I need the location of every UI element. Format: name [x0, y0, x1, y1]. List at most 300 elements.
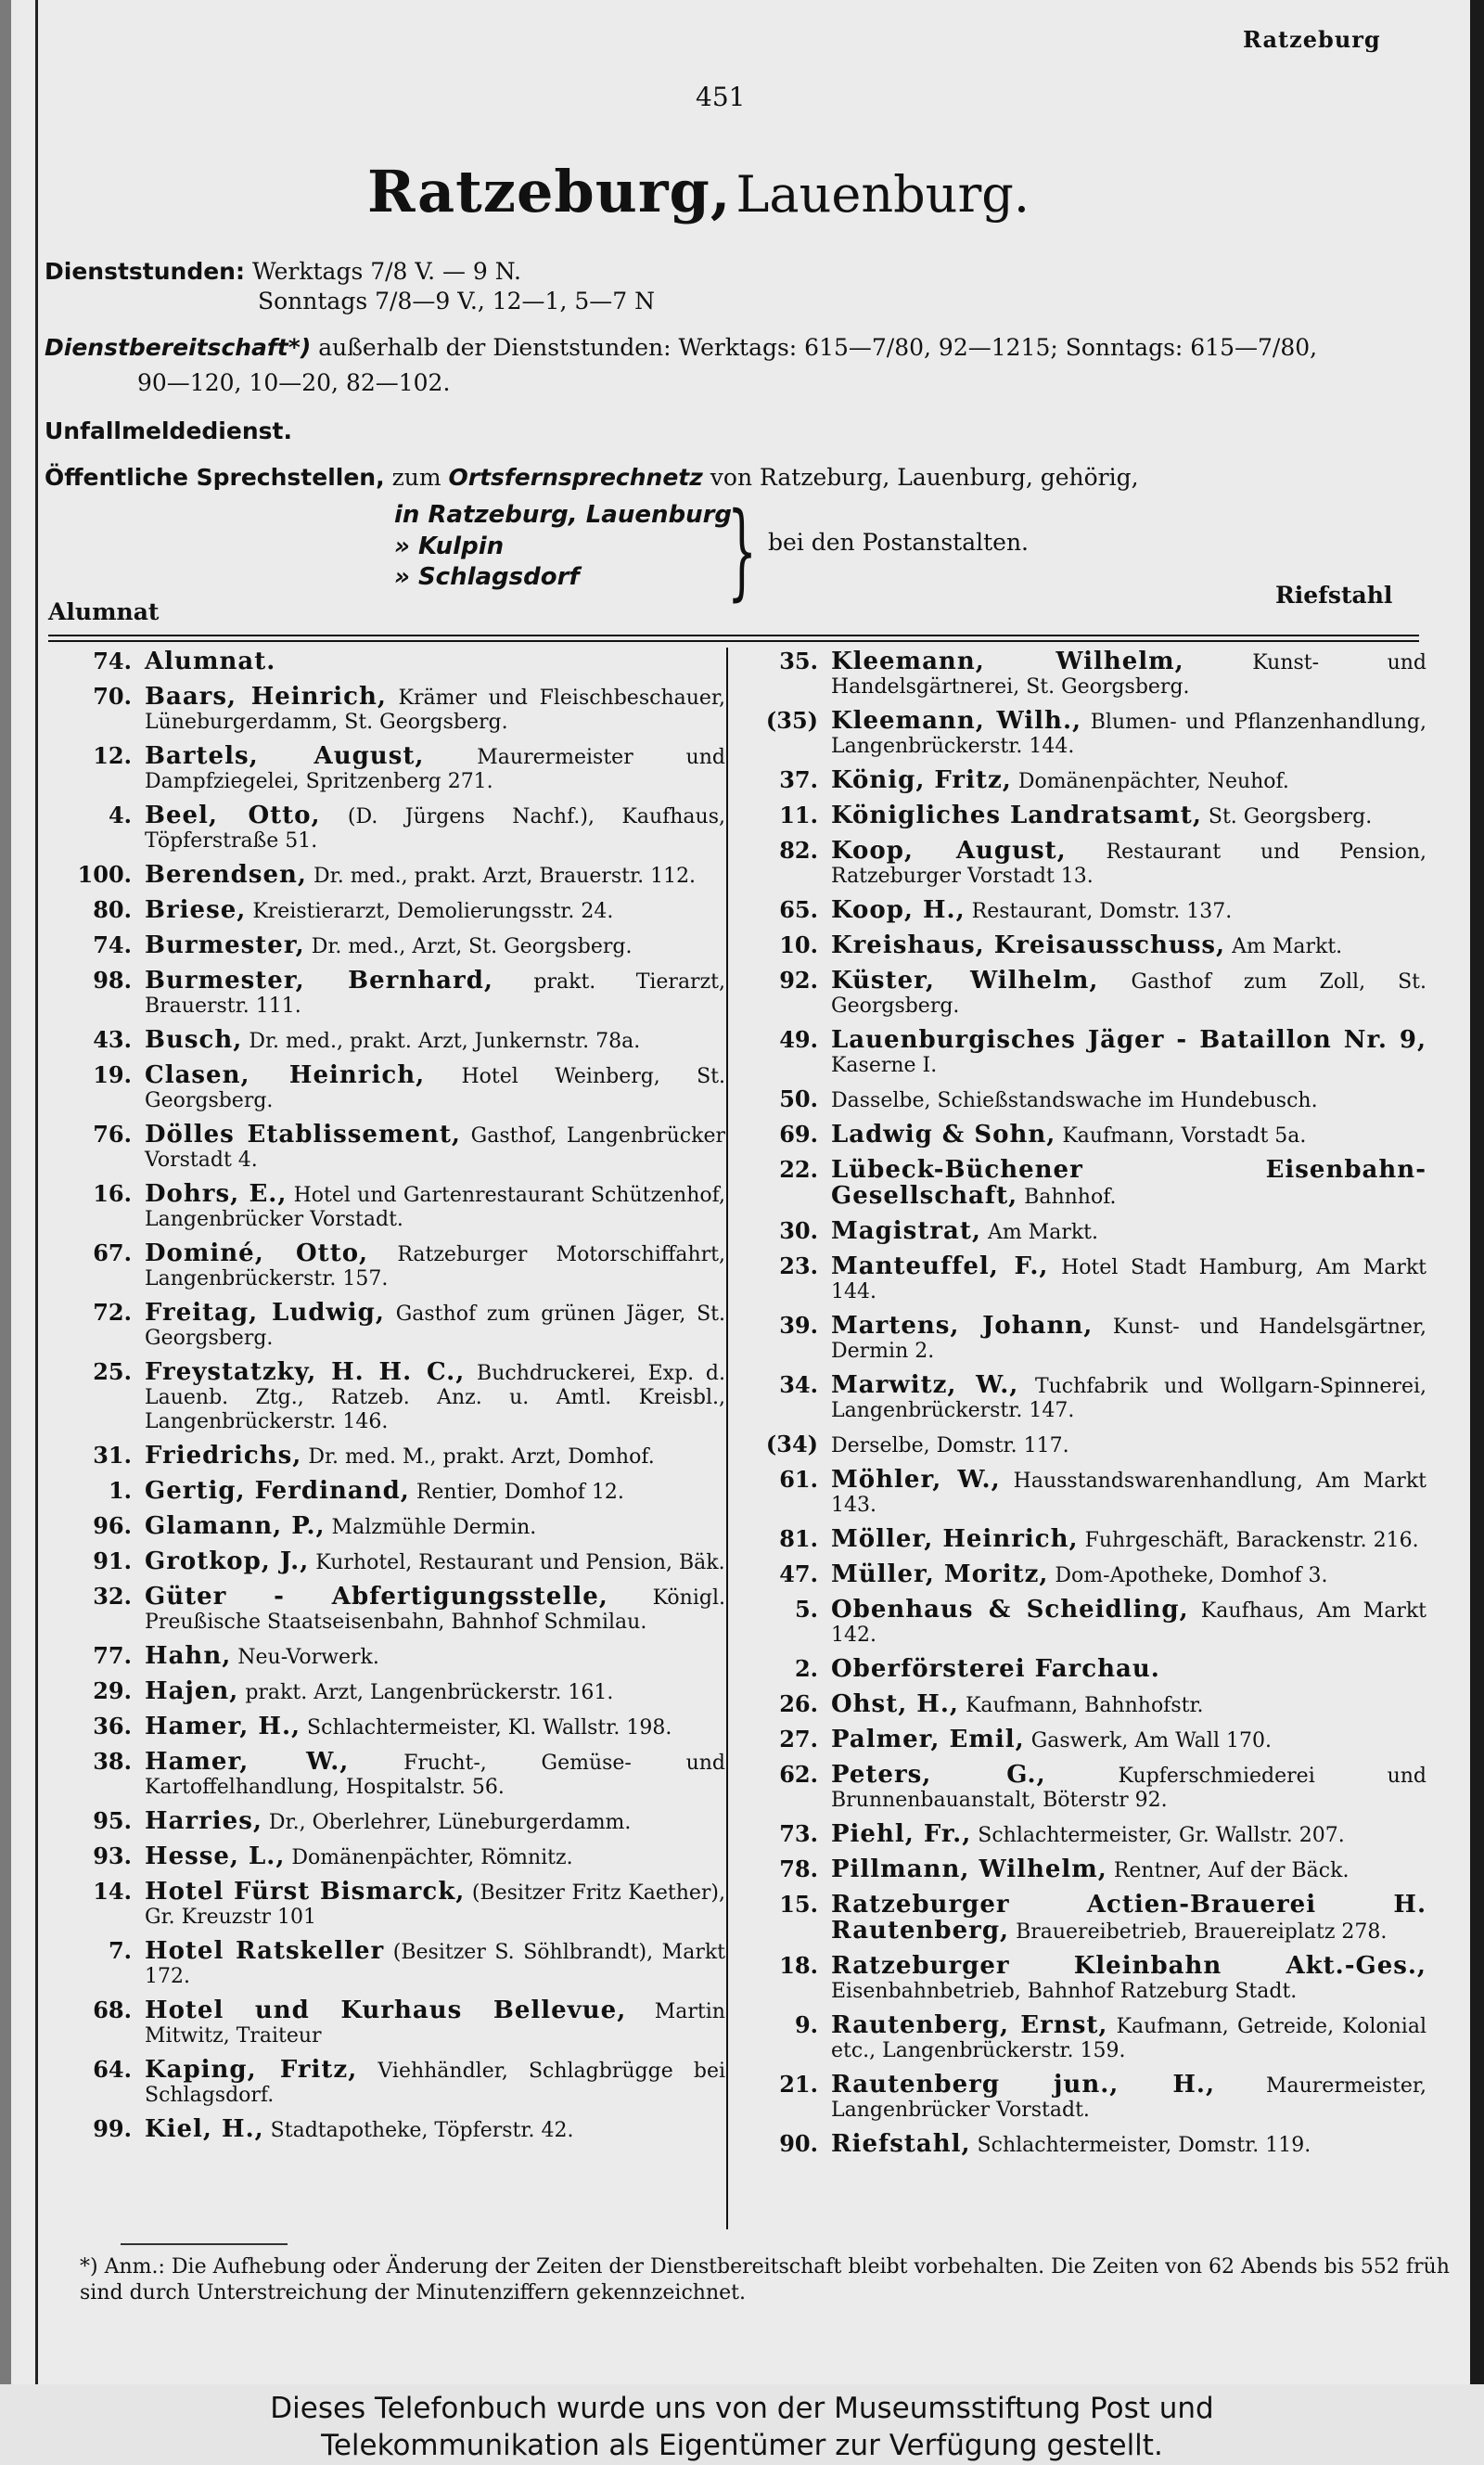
entry-text: [145, 898, 725, 924]
entry-detail: Rentner, Auf der Bäck.: [1113, 1859, 1350, 1882]
entry-name: Marwitz, W.,: [831, 1371, 1019, 1399]
entry-name: Kleemann, Wilh.,: [831, 707, 1082, 735]
directory-entry: [56, 1479, 725, 1505]
entry-text: [831, 2013, 1426, 2063]
entry-name: Bartels, August,: [145, 742, 425, 770]
entry-number: 78.: [779, 1855, 818, 1882]
entry-text: [145, 1360, 725, 1434]
entry-number: 98.: [93, 967, 132, 994]
entry-name: Hamer, W.,: [145, 1748, 350, 1776]
entry-number: 36.: [93, 1713, 132, 1740]
directory-entry: [742, 709, 1426, 759]
entry-name: Burmester, Bernhard,: [145, 967, 493, 995]
entry-number: 15.: [779, 1891, 818, 1918]
footer-line-2: Telekommunikation als Eigentümer zur Verfügung gestellt.: [321, 2429, 1163, 2462]
entry-name: Kleemann, Wilhelm,: [831, 648, 1184, 675]
public-phones-text-a: zum: [391, 464, 441, 491]
entry-detail: Dr., Oberlehrer, Lüneburgerdamm.: [268, 1811, 632, 1834]
entry-number: 96.: [93, 1512, 132, 1539]
entry-number: 73.: [779, 1820, 818, 1847]
entry-number: 39.: [779, 1312, 818, 1339]
directory-entry: [742, 1954, 1426, 2004]
entry-number: 81.: [779, 1525, 818, 1552]
directory-entry: [742, 1158, 1426, 1210]
right-column: [742, 649, 1426, 2167]
entry-text: [831, 1857, 1426, 1883]
directory-entry: [56, 1028, 725, 1054]
entry-number: 69.: [779, 1121, 818, 1148]
entry-name: Kaping, Fritz,: [145, 2056, 358, 2084]
entry-number: 74.: [93, 931, 132, 958]
entry-name: Martens, Johann,: [831, 1312, 1094, 1340]
entry-detail: (D. Jürgens Nachf.), Kaufhaus, Töpferstraße 51.: [145, 805, 725, 853]
entry-detail: Hotel und Gartenrestaurant Schützenhof, Langenbrücker Vorstadt.: [145, 1184, 725, 1231]
entry-text: [145, 933, 725, 959]
directory-entry: [742, 803, 1426, 829]
header-rule: [48, 635, 1419, 636]
entry-detail: Kaufhaus, Am Markt 142.: [831, 1599, 1427, 1647]
directory-entry: [56, 1123, 725, 1173]
entry-number: 90.: [779, 2130, 818, 2157]
entry-name: Hotel und Kurhaus Bellevue,: [145, 1996, 627, 2024]
directory-entry: [742, 2013, 1426, 2063]
directory-entry: [56, 1939, 725, 1989]
entry-text: [831, 1822, 1426, 1848]
guide-word-right: Riefstahl: [1275, 582, 1393, 609]
entry-name: Busch,: [145, 1026, 243, 1054]
entry-detail: Kaufmann, Bahnhofstr.: [965, 1694, 1204, 1717]
entry-name: Alumnat.: [145, 648, 276, 675]
footnote: *) Anm.: Die Aufhebung oder Änderung der Zeiten der Dienstbereitschaft bleibt vorbehalten. Die Zeiten von 62 Abends bis 552 früh sind durch Unterstreichung der Minutenziffern gekennzeichnet.: [80, 2255, 1450, 2305]
entry-name: Hahn,: [145, 1642, 232, 1670]
header-rule-double: [48, 640, 1419, 642]
scan-right-edge: [1470, 0, 1484, 2384]
directory-entry: [742, 839, 1426, 889]
entry-number: 1.: [108, 1477, 132, 1504]
entry-number: 23.: [779, 1252, 818, 1279]
directory-entry: [742, 1468, 1426, 1518]
entry-text: [145, 1939, 725, 1989]
entry-text: [145, 1750, 725, 1800]
entry-detail: Schlachtermeister, Domstr. 119.: [977, 2134, 1311, 2157]
public-phones-text-b: von Ratzeburg, Lauenburg, gehörig,: [710, 464, 1139, 491]
entry-name: Dohrs, E.,: [145, 1180, 288, 1208]
entry-number: 72.: [93, 1299, 132, 1326]
public-phone-place-3: » Schlagsdorf: [394, 563, 580, 591]
directory-entry: [56, 1644, 725, 1670]
entry-name: Koop, H.,: [831, 896, 966, 924]
service-hours-weekdays: Werktags 7/8 V. — 9 N.: [251, 258, 522, 285]
directory-entry: [56, 898, 725, 924]
entry-detail: Dr. med., prakt. Arzt, Junkernstr. 78a.: [249, 1030, 641, 1053]
service-hours-sundays: Sonntags 7/8—9 V., 12—1, 5—7 N: [258, 288, 655, 315]
entry-detail: Kreistierarzt, Demolierungsstr. 24.: [252, 900, 614, 923]
entry-detail: Kupferschmiederei und Brunnenbauanstalt, Böterstr 92.: [831, 1765, 1426, 1812]
entry-text: [145, 803, 725, 854]
entry-number: 12.: [93, 742, 132, 769]
entry-number: 9.: [794, 2011, 818, 2038]
entry-name: Koop, August,: [831, 837, 1067, 865]
entry-number: 14.: [93, 1878, 132, 1905]
directory-entry: [742, 649, 1426, 700]
entry-text: [831, 649, 1426, 700]
public-phone-place-2: » Kulpin: [394, 533, 505, 560]
entry-text: [145, 1549, 725, 1575]
entry-name: Königliches Landratsamt,: [831, 802, 1202, 829]
entry-text: [831, 1373, 1426, 1423]
directory-entry: [742, 1857, 1426, 1883]
entry-text: [145, 969, 725, 1019]
public-phone-place-1: in Ratzeburg, Lauenburg: [394, 501, 733, 529]
entry-detail: Kunst- und Handelsgärtner, Dermin 2.: [831, 1316, 1426, 1363]
directory-entry: [742, 1893, 1426, 1945]
directory-entry: [56, 933, 725, 959]
entry-text: [831, 709, 1426, 759]
entry-name: Baars, Heinrich,: [145, 683, 387, 711]
directory-entry: [56, 1880, 725, 1930]
entry-detail: Viehhändler, Schlagbrügge bei Schlagsdorf.: [145, 2060, 725, 2107]
page-number: 451: [696, 82, 746, 112]
entry-name: Hotel Fürst Bismarck,: [145, 1878, 466, 1906]
entry-text: [145, 1585, 725, 1635]
entry-detail: Restaurant, Domstr. 137.: [971, 900, 1233, 923]
scan-left-edge: [0, 0, 11, 2384]
entry-number: 7.: [108, 1937, 132, 1964]
entry-name: Rautenberg jun., H.,: [831, 2071, 1216, 2099]
entry-text: [145, 863, 725, 889]
entry-name: Ohst, H.,: [831, 1690, 959, 1718]
entry-text: [145, 744, 725, 794]
entry-text: [831, 2132, 1426, 2158]
directory-entry: [742, 1692, 1426, 1718]
entry-detail: Dr. med. M., prakt. Arzt, Domhof.: [308, 1445, 655, 1469]
entry-name: Riefstahl,: [831, 2130, 971, 2158]
entry-number: 47.: [779, 1560, 818, 1587]
entry-text: [831, 1763, 1426, 1813]
entry-text: [145, 1809, 725, 1835]
entry-name: Freitag, Ludwig,: [145, 1299, 385, 1327]
entry-detail: Hotel Weinberg, St. Georgsberg.: [145, 1065, 725, 1112]
entry-detail: Buchdruckerei, Exp. d. Lauenb. Ztg., Ratzeb. Anz. u. Amtl. Kreisbl., Langenbrückerstr. 146.: [145, 1362, 725, 1433]
entry-number: 49.: [779, 1026, 818, 1053]
standby-line2: 90—120, 10—20, 82—102.: [137, 369, 451, 396]
entry-number: 26.: [779, 1690, 818, 1717]
entry-detail: Gaswerk, Am Wall 170.: [1030, 1729, 1272, 1752]
entry-detail: (Besitzer Fritz Kaether), Gr. Kreuzstr 101: [145, 1881, 725, 1929]
entry-text: [145, 685, 725, 735]
directory-entry: [56, 1182, 725, 1232]
directory-entry: [56, 2117, 725, 2143]
entry-number: 82.: [779, 837, 818, 864]
entry-text: [145, 1028, 725, 1054]
entry-text: [145, 2058, 725, 2108]
entry-detail: Am Markt.: [987, 1221, 1099, 1244]
entry-name: Güter - Abfertigungsstelle,: [145, 1583, 608, 1611]
directory-entry: [56, 1998, 725, 2048]
entry-number: 37.: [779, 766, 818, 793]
entry-number: 29.: [93, 1677, 132, 1704]
service-hours-label: Dienststunden:: [45, 258, 245, 285]
directory-entry: [56, 1679, 725, 1705]
entry-number: 4.: [108, 802, 132, 828]
entry-text: [831, 1727, 1426, 1753]
entry-number: 99.: [93, 2115, 132, 2142]
entry-name: Gertig, Ferdinand,: [145, 1477, 410, 1505]
directory-entry: [56, 1063, 725, 1113]
entry-name: Ladwig & Sohn,: [831, 1121, 1056, 1149]
directory-entry: [742, 969, 1426, 1019]
entry-number: 38.: [93, 1748, 132, 1775]
accident-service-label: Unfallmeldedienst.: [45, 417, 292, 444]
guide-word-left: Alumnat: [48, 598, 160, 625]
entry-name: Magistrat,: [831, 1217, 981, 1245]
entry-number: 16.: [93, 1180, 132, 1207]
entry-text: [831, 969, 1426, 1019]
entry-detail: prakt. Tierarzt, Brauerstr. 111.: [145, 970, 725, 1018]
entry-number: 2.: [794, 1655, 818, 1682]
directory-entry: [742, 1598, 1426, 1648]
accident-service: [45, 417, 292, 444]
entry-text: [145, 1182, 725, 1232]
entry-name: Hajen,: [145, 1677, 239, 1705]
directory-entry: [742, 1727, 1426, 1753]
directory-entry: [56, 1809, 725, 1835]
entry-name: Müller, Moritz,: [831, 1560, 1049, 1588]
entry-text: [831, 1123, 1426, 1149]
directory-entry: [742, 1657, 1426, 1683]
entry-name: Friedrichs,: [145, 1442, 302, 1470]
entry-text: [831, 1432, 1426, 1458]
directory-entry: [742, 1314, 1426, 1364]
directory-entry: [56, 649, 725, 675]
entry-text: [831, 1657, 1426, 1683]
entry-text: [831, 1598, 1426, 1648]
entry-detail: Schlachtermeister, Gr. Wallstr. 207.: [978, 1824, 1345, 1847]
column-divider: [726, 648, 728, 2229]
entry-name: Glamann, P.,: [145, 1512, 326, 1540]
entry-number: 61.: [779, 1466, 818, 1493]
entry-number: 10.: [779, 931, 818, 958]
entry-text: [145, 1123, 725, 1173]
entry-name: Lauenburgisches Jäger - Bataillon Nr. 9,: [831, 1026, 1426, 1054]
entry-detail: Eisenbahnbetrieb, Bahnhof Ratzeburg Stadt.: [831, 1980, 1298, 2003]
entry-detail: Frucht-, Gemüse- und Kartoffelhandlung, Hospitalstr. 56.: [145, 1752, 725, 1799]
directory-entry: [56, 1444, 725, 1470]
entry-number: 62.: [779, 1761, 818, 1788]
entry-detail: Kaufmann, Getreide, Kolonial etc., Langenbrückerstr. 159.: [831, 2015, 1426, 2062]
entry-detail: Gasthof zum Zoll, St. Georgsberg.: [831, 970, 1426, 1018]
entry-name: Manteuffel, F.,: [831, 1252, 1049, 1280]
entry-text: [145, 1514, 725, 1540]
entry-text: [831, 898, 1426, 924]
entry-text: [831, 933, 1426, 959]
directory-entry: [742, 1562, 1426, 1588]
entry-detail: Fuhrgeschäft, Barackenstr. 216.: [1084, 1529, 1419, 1552]
entry-text: [831, 1314, 1426, 1364]
entry-name: Obenhaus & Scheidling,: [831, 1596, 1189, 1624]
directory-entry: [56, 1514, 725, 1540]
entry-name: Pillmann, Wilhelm,: [831, 1855, 1107, 1883]
directory-entry: [56, 863, 725, 889]
standby-text: außerhalb der Dienststunden: Werktags: 615—7/80, 92—1215; Sonntags: 615—7/80,: [318, 334, 1318, 361]
entry-text: [831, 768, 1426, 794]
directory-entry: [56, 744, 725, 794]
entry-number: 95.: [93, 1807, 132, 1834]
entry-detail: Königl. Preußische Staatseisenbahn, Bahnhof Schmilau.: [145, 1586, 725, 1634]
entry-detail: Gasthof zum grünen Jäger, St. Georgsberg.: [145, 1303, 725, 1350]
entry-text: [831, 839, 1426, 889]
directory-entry: [56, 1301, 725, 1351]
entry-text: [145, 2117, 725, 2143]
directory-entry: [742, 1763, 1426, 1813]
entry-number: (34): [765, 1431, 818, 1457]
directory-entry: [742, 1432, 1426, 1458]
entry-name: Palmer, Emil,: [831, 1726, 1025, 1753]
directory-entry: [742, 1028, 1426, 1078]
entry-text: [145, 1644, 725, 1670]
entry-detail: prakt. Arzt, Langenbrückerstr. 161.: [245, 1681, 614, 1704]
directory-entry: [56, 685, 725, 735]
entry-detail: Rentier, Domhof 12.: [416, 1481, 624, 1504]
entry-text: [831, 1527, 1426, 1553]
entry-text: [831, 1254, 1426, 1304]
entry-name: Hesse, L.,: [145, 1842, 286, 1870]
entry-name: Grotkop, J.,: [145, 1547, 310, 1575]
directory-entry: [56, 1549, 725, 1575]
public-phones-line: [45, 464, 1139, 491]
footer-line-1: Dieses Telefonbuch wurde uns von der Museumsstiftung Post und: [270, 2392, 1214, 2425]
entry-number: 92.: [779, 967, 818, 994]
entry-number: 25.: [93, 1358, 132, 1385]
entry-name: Lübeck-Büchener Eisenbahn-Gesellschaft,: [831, 1156, 1426, 1210]
entry-detail: Gasthof, Langenbrücker Vorstadt 4.: [145, 1124, 725, 1172]
directory-entry: [742, 1373, 1426, 1423]
entry-detail: Dr. med., Arzt, St. Georgsberg.: [311, 935, 633, 958]
entry-name: Rautenberg, Ernst,: [831, 2011, 1108, 2039]
entry-detail: Kaufmann, Vorstadt 5a.: [1062, 1124, 1307, 1148]
entry-text: [831, 1562, 1426, 1588]
entry-name: Dölles Etablissement,: [145, 1121, 461, 1149]
entry-name: Möhler, W.,: [831, 1466, 1001, 1494]
archive-footer: [0, 2384, 1484, 2465]
entry-name: Möller, Heinrich,: [831, 1525, 1079, 1553]
entry-number: 100.: [77, 861, 132, 888]
entry-detail: Neu-Vorwerk.: [237, 1646, 379, 1669]
entry-detail: Tuchfabrik und Wollgarn-Spinnerei, Langenbrückerstr. 147.: [831, 1375, 1426, 1422]
entry-name: Burmester,: [145, 931, 305, 959]
directory-entry: [742, 1087, 1426, 1113]
entry-detail: Kunst- und Handelsgärtnerei, St. Georgsberg.: [831, 651, 1426, 699]
directory-entry: [56, 1714, 725, 1740]
entry-name: Harries,: [145, 1807, 262, 1835]
entry-number: 21.: [779, 2071, 818, 2098]
directory-entry: [742, 1822, 1426, 1848]
entry-text: [831, 2073, 1426, 2123]
entry-number: 34.: [779, 1371, 818, 1398]
directory-entry: [56, 1360, 725, 1434]
entry-text: [145, 649, 725, 675]
entry-detail: Hausstandswarenhandlung, Am Markt 143.: [831, 1470, 1426, 1517]
entry-number: 18.: [779, 1952, 818, 1979]
entry-name: Piehl, Fr.,: [831, 1820, 972, 1848]
title-city: Ratzeburg,: [367, 158, 732, 225]
left-column: [56, 649, 725, 2152]
entry-name: Kiel, H.,: [145, 2115, 264, 2143]
entry-detail: Restaurant und Pension, Ratzeburger Vorstadt 13.: [831, 841, 1426, 888]
page-title: [367, 158, 1030, 225]
directory-entry: [56, 1241, 725, 1291]
entry-text: [831, 1219, 1426, 1245]
entry-number: 30.: [779, 1217, 818, 1244]
entry-number: 43.: [93, 1026, 132, 1053]
entry-number: 50.: [779, 1085, 818, 1112]
entry-detail: Maurermeister und Dampfziegelei, Spritzenberg 271.: [145, 746, 725, 793]
entry-name: Hotel Ratskeller: [145, 1937, 385, 1965]
entry-text: [145, 1444, 725, 1470]
entry-detail: Blumen- und Pflanzenhandlung, Langenbrückerstr. 144.: [831, 711, 1426, 758]
entry-number: 93.: [93, 1842, 132, 1869]
entry-number: 80.: [93, 896, 132, 923]
entry-text: [145, 1679, 725, 1705]
standby-label: Dienstbereitschaft*): [45, 334, 312, 361]
entry-detail: Domänenpächter, Römnitz.: [291, 1846, 573, 1869]
directory-entry: [56, 969, 725, 1019]
directory-entry: [742, 1254, 1426, 1304]
footnote-rule: [121, 2243, 288, 2245]
entry-detail: Stadtapotheke, Töpferstr. 42.: [270, 2119, 574, 2142]
entry-number: 31.: [93, 1442, 132, 1469]
entry-name: Küster, Wilhelm,: [831, 967, 1099, 995]
entry-number: 5.: [794, 1596, 818, 1623]
entry-number: (35): [765, 707, 818, 734]
entry-text: [831, 1158, 1426, 1210]
entry-detail: Kaserne I.: [831, 1054, 938, 1077]
entry-detail: Dr. med., prakt. Arzt, Brauerstr. 112.: [313, 865, 697, 888]
entry-detail: Derselbe, Domstr. 117.: [831, 1434, 1069, 1457]
entry-name: Hamer, H.,: [145, 1713, 301, 1740]
entry-text: [145, 1714, 725, 1740]
entry-number: 68.: [93, 1996, 132, 2023]
entry-text: [145, 1301, 725, 1351]
entry-name: Freystatzky, H. H. C.,: [145, 1358, 466, 1386]
directory-entry: [742, 1123, 1426, 1149]
directory-entry: [742, 933, 1426, 959]
entry-detail: Hotel Stadt Hamburg, Am Markt 144.: [831, 1256, 1427, 1303]
title-region: Lauenburg.: [736, 165, 1030, 224]
brace-glyph: }: [727, 491, 758, 611]
entry-text: [831, 1954, 1426, 2004]
entry-name: Dominé, Otto,: [145, 1239, 369, 1267]
entry-number: 76.: [93, 1121, 132, 1148]
entry-text: [145, 1479, 725, 1505]
standby-line1: [45, 334, 1317, 361]
directory-entry: [56, 2058, 725, 2108]
entry-detail: Domänenpächter, Neuhof.: [1017, 770, 1289, 793]
directory-entry: [56, 1585, 725, 1635]
entry-number: 91.: [93, 1547, 132, 1574]
entry-detail: Ratzeburger Motorschiffahrt, Langenbrückerstr. 157.: [145, 1243, 725, 1290]
scan-margin-rule: [35, 0, 38, 2384]
entry-number: 64.: [93, 2056, 132, 2083]
entry-detail: St. Georgsberg.: [1208, 805, 1373, 828]
entry-number: 70.: [93, 683, 132, 710]
entry-number: 67.: [93, 1239, 132, 1266]
service-hours-line1: [45, 258, 521, 285]
directory-entry: [56, 1844, 725, 1870]
entry-number: 11.: [779, 802, 818, 828]
entry-number: 65.: [779, 896, 818, 923]
entry-number: 35.: [779, 648, 818, 674]
